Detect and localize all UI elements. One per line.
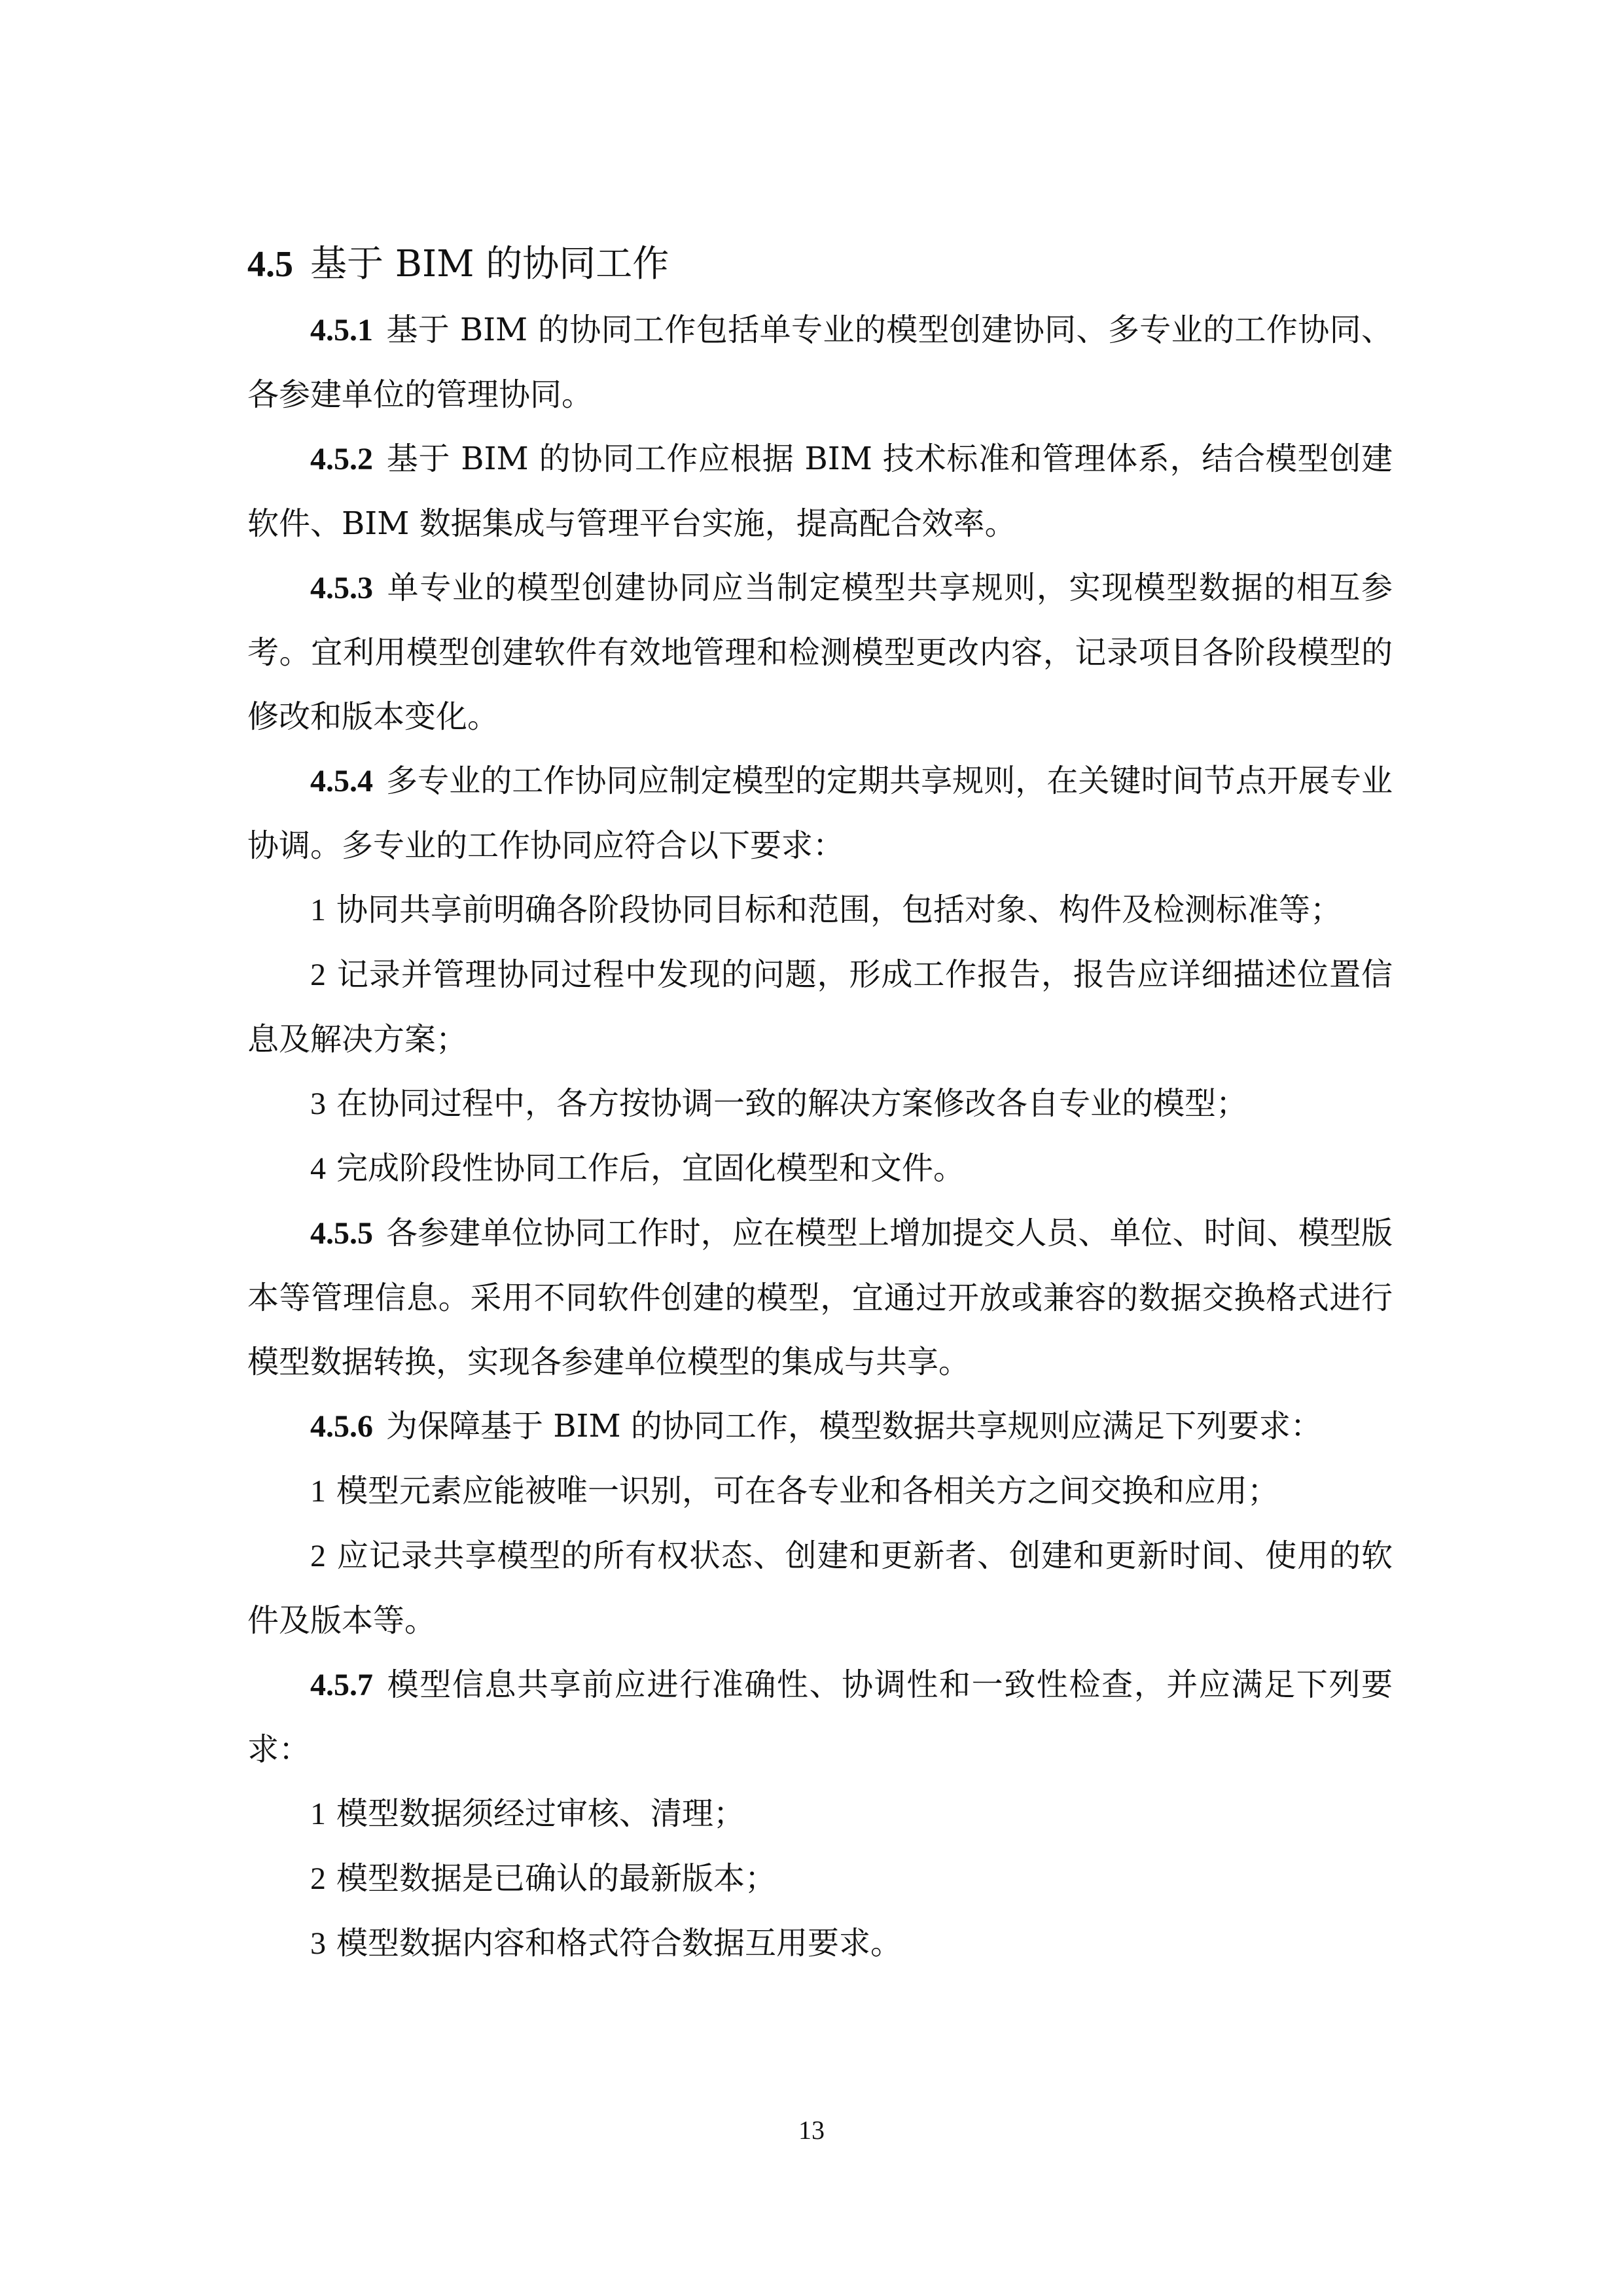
clause-number: 4.5.4: [310, 764, 373, 798]
clause-text: 模型信息共享前应进行准确性、协调性和一致性检查，并应满足下列要求：: [247, 1666, 1393, 1768]
list-item: [247, 1911, 1393, 1976]
list-item: [247, 1071, 1393, 1136]
item-number: 2: [310, 958, 326, 992]
clause-text: 基于 BIM 的协同工作应根据 BIM 技术标准和管理体系，结合模型创建软件、BIM 数据集成与管理平台实施，提高配合效率。: [247, 440, 1393, 542]
item-text: 应记录共享模型的所有权状态、创建和更新者、创建和更新时间、使用的软件及版本等。: [247, 1537, 1393, 1639]
item-number: 3: [310, 1086, 326, 1121]
item-number: 1: [310, 1797, 326, 1831]
clause-number: 4.5.2: [310, 442, 373, 476]
clause-text: 多专业的工作协同应制定模型的定期共享规则，在关键时间节点开展专业协调。多专业的工作协同应符合以下要求：: [247, 762, 1393, 864]
clause-paragraph: [247, 1394, 1393, 1459]
page-number: 13: [798, 2115, 825, 2145]
item-number: 1: [310, 893, 326, 927]
clause-text: 各参建单位协同工作时，应在模型上增加提交人员、单位、时间、模型版本等管理信息。采用不同软件创建的模型，宜通过开放或兼容的数据交换格式进行模型数据转换，实现各参建单位模型的集成与共享。: [247, 1215, 1393, 1380]
item-text: 记录并管理协同过程中发现的问题，形成工作报告，报告应详细描述位置信息及解决方案；: [247, 956, 1393, 1058]
list-item: [247, 1459, 1393, 1524]
section-number: 4.5: [247, 244, 293, 285]
clause-paragraph: [247, 1201, 1393, 1394]
item-number: 2: [310, 1861, 326, 1896]
item-text: 协同共享前明确各阶段协同目标和范围，包括对象、构件及检测标准等；: [336, 891, 1342, 928]
clause-text: 单专业的模型创建协同应当制定模型共享规则，实现模型数据的相互参考。宜利用模型创建软件有效地管理和检测模型更改内容，记录项目各阶段模型的修改和版本变化。: [247, 569, 1393, 735]
clause-number: 4.5.1: [310, 313, 373, 348]
clause-number: 4.5.5: [310, 1216, 373, 1251]
item-number: 3: [310, 1926, 326, 1961]
section-heading: [247, 238, 669, 291]
list-item: [247, 1782, 1393, 1846]
item-text: 模型数据须经过审核、清理；: [336, 1795, 745, 1832]
clause-paragraph: [247, 298, 1393, 427]
list-item: [247, 1136, 1393, 1201]
item-number: 4: [310, 1151, 326, 1186]
item-text: 在协同过程中，各方按协调一致的解决方案修改各自专业的模型；: [336, 1085, 1248, 1122]
item-number: 1: [310, 1474, 326, 1509]
list-item: [247, 1846, 1393, 1911]
clause-number: 4.5.3: [310, 571, 373, 605]
item-text: 模型元素应能被唯一识别，可在各专业和各相关方之间交换和应用；: [336, 1473, 1279, 1509]
item-text: 模型数据内容和格式符合数据互用要求。: [336, 1925, 902, 1962]
clause-paragraph: [247, 427, 1393, 556]
clause-number: 4.5.7: [310, 1668, 373, 1702]
clause-paragraph: [247, 556, 1393, 749]
list-item: [247, 942, 1393, 1071]
clauses-body: [247, 298, 1393, 1976]
clause-text: 基于 BIM 的协同工作包括单专业的模型创建协同、多专业的工作协同、各参建单位的管理协同。: [247, 312, 1393, 413]
clause-number: 4.5.6: [310, 1409, 373, 1444]
item-text: 模型数据是已确认的最新版本；: [336, 1860, 777, 1897]
section-title: 基于 BIM 的协同工作: [310, 243, 669, 286]
clause-paragraph: [247, 749, 1393, 878]
clause-paragraph: [247, 1653, 1393, 1782]
clause-text: 为保障基于 BIM 的协同工作，模型数据共享规则应满足下列要求：: [386, 1408, 1322, 1444]
list-item: [247, 1524, 1393, 1653]
list-item: [247, 878, 1393, 942]
item-number: 2: [310, 1539, 326, 1573]
item-text: 完成阶段性协同工作后，宜固化模型和文件。: [336, 1150, 965, 1187]
